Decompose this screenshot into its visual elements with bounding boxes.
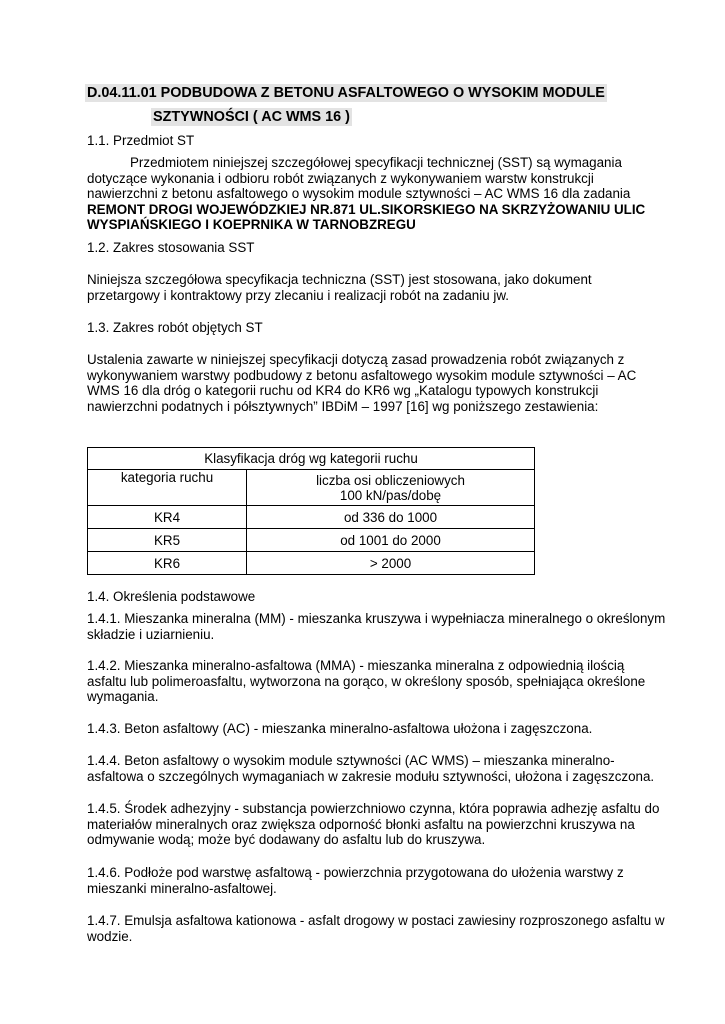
- definition-1-4-3: 1.4.3. Beton asfaltowy (AC) - mieszanka mineralno-asfaltowa ułożona i zagęszczona.: [87, 721, 593, 736]
- traffic-category-table: [87, 447, 535, 575]
- table-header-axles-line-2: 100 kN/pas/dobę: [339, 487, 442, 503]
- table-cell-axles: od 336 do 1000: [247, 506, 535, 529]
- definition-1-4-5: 1.4.5. Środek adhezyjny - substancja powierzchniowo czynna, która poprawia adhezję asfaltu do materiałów mineralnych oraz zwiększa odporność błonki asfaltu na powierzchni kruszywa na odmywanie wodą; może być dodawany do asfaltu lub do kruszywa.: [87, 801, 660, 848]
- table-cell-axles: od 1001 do 2000: [247, 529, 535, 552]
- definition-1-4-7: 1.4.7. Emulsja asfaltowa kationowa - asfalt drogowy w postaci zawiesiny rozproszonego asfaltu w wodzie.: [87, 913, 665, 944]
- heading-1-4: 1.4. Określenia podstawowe: [87, 589, 256, 604]
- paragraph-1-2: Niniejsza szczegółowa specyfikacja techniczna (SST) jest stosowana, jako dokument przetargowy i kontraktowy przy zlecaniu i realizacji robót na zadaniu jw.: [87, 272, 592, 303]
- table-row: [88, 506, 535, 529]
- table-caption: Klasyfikacja dróg wg kategorii ruchu: [88, 448, 535, 470]
- paragraph-1-1-text: Przedmiotem niniejszej szczegółowej specyfikacji technicznej (SST) są wymagania dotyczące wykonania i odbioru robót związanych z wykonywaniem warstw konstrukcji nawierzchni z betonu asfaltowego o wysokim module sztywności – AC WMS 16 dla zadania: [87, 155, 631, 202]
- table-header-axles: [247, 470, 535, 506]
- heading-1-2: 1.2. Zakres stosowania SST: [87, 240, 255, 255]
- table-row: [88, 529, 535, 552]
- table-header-axles-line-1: liczba osi obliczeniowych: [316, 472, 465, 488]
- table-row: [88, 552, 535, 575]
- table-cell-category: KR6: [88, 552, 247, 575]
- definition-1-4-2: 1.4.2. Mieszanka mineralno-asfaltowa (MMA) - mieszanka mineralna z odpowiednią ilością asfaltu lub polimeroasfaltu, wytworzona na gorąco, w określony sposób, spełniająca określone wymagania.: [87, 658, 646, 705]
- paragraph-1-3: Ustalenia zawarte w niniejszej specyfikacji dotyczą zasad prowadzenia robót związanych z wykonywaniem warstwy podbudowy z betonu asfaltowego wysokim module sztywności – AC WMS 16 dla dróg o kategorii ruchu od KR4 do KR6 wg „Katalogu typowych konstrukcji nawierzchni podatnych i półsztywnych” IBDiM – 1997 [16] wg poniższego zestawienia:: [87, 352, 637, 414]
- section-title-line-1: D.04.11.01 PODBUDOWA Z BETONU ASFALTOWEGO O WYSOKIM MODULE: [87, 85, 605, 101]
- table-header-category: kategoria ruchu: [88, 470, 247, 506]
- heading-1-3: 1.3. Zakres robót objętych ST: [87, 320, 263, 335]
- definition-1-4-1: 1.4.1. Mieszanka mineralna (MM) - mieszanka kruszywa i wypełniacza mineralnego o określonym składzie i uziarnieniu.: [87, 611, 666, 642]
- heading-1-1: 1.1. Przedmiot ST: [87, 133, 195, 148]
- paragraph-1-1-bold: REMONT DROGI WOJEWÓDZKIEJ NR.871 UL.SIKORSKIEGO NA SKRZYŻOWANIU ULIC WYSPIAŃSKIEGO I KOEPRNIKA W TARNOBZREGU: [87, 201, 646, 233]
- definition-1-4-4: 1.4.4. Beton asfaltowy o wysokim module sztywności (AC WMS) – mieszanka mineralno-asfaltowa o szczególnych wymaganiach w zakresie modułu sztywności, ułożona i zagęszczona.: [87, 753, 655, 784]
- table-cell-category: KR5: [88, 529, 247, 552]
- paragraph-1-1: [87, 155, 667, 233]
- table-cell-axles: > 2000: [247, 552, 535, 575]
- section-title-line-2: SZTYWNOŚCI ( AC WMS 16 ): [153, 109, 350, 125]
- definition-1-4-6: 1.4.6. Podłoże pod warstwę asfaltową - powierzchnia przygotowana do ułożenia warstwy z mieszanki mineralno-asfaltowej.: [87, 865, 624, 896]
- table-cell-category: KR4: [88, 506, 247, 529]
